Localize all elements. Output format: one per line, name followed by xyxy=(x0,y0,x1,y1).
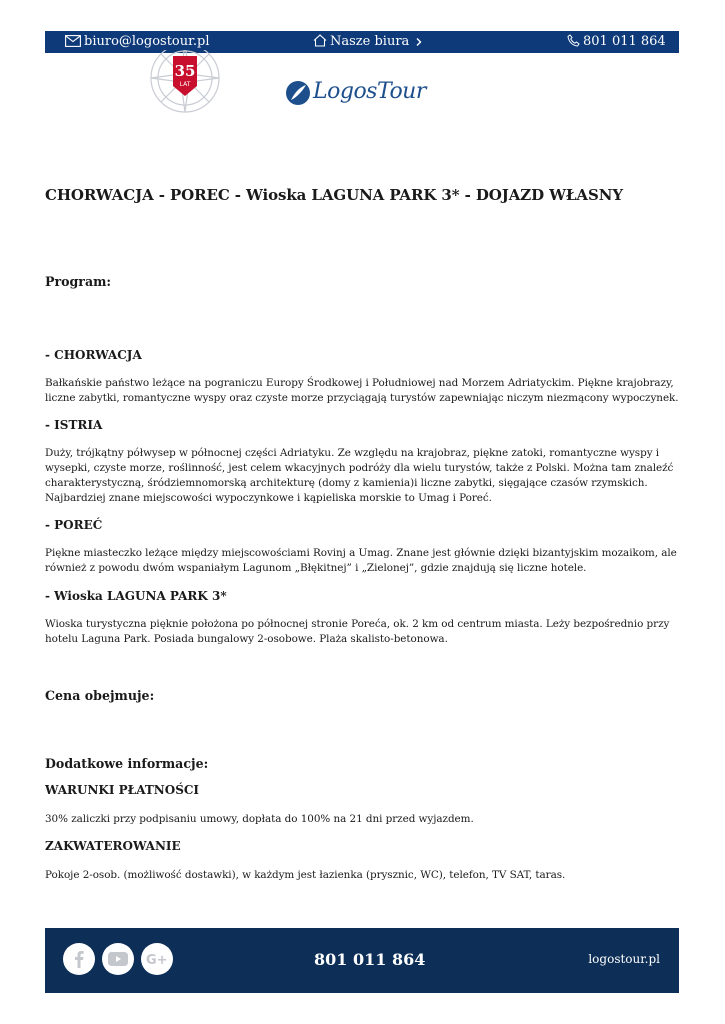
offices-link[interactable] xyxy=(313,34,426,49)
logo[interactable] xyxy=(285,76,426,116)
program-heading: Program: xyxy=(45,274,112,289)
payment-terms-heading: WARUNKI PŁATNOŚCI xyxy=(45,783,200,797)
section-heading-laguna-park: - Wioska LAGUNA PARK 3* xyxy=(45,589,227,603)
accommodation-text: Pokoje 2-osob. (możliwość dostawki), w każdym jest łazienka (prysznic, WC), telefon, TV SAT, taras. xyxy=(45,869,566,881)
section-heading-istria: - ISTRIA xyxy=(45,418,103,432)
phone-link[interactable] xyxy=(567,34,666,49)
footer xyxy=(45,928,679,993)
home-icon xyxy=(313,34,327,47)
section-heading-porec: - POREĆ xyxy=(45,518,103,532)
top-contact-bar xyxy=(45,31,679,53)
page-title: CHORWACJA - POREC - Wioska LAGUNA PARK 3* - DOJAZD WŁASNY xyxy=(45,186,623,204)
accommodation-heading: ZAKWATEROWANIE xyxy=(45,839,181,853)
phone-icon xyxy=(567,34,580,47)
badge-text: LAT xyxy=(179,81,191,88)
facebook-button[interactable] xyxy=(63,943,95,975)
svg-text:G+: G+ xyxy=(146,953,168,966)
payment-terms-text: 30% zaliczki przy podpisaniu umowy, dopłata do 100% na 21 dni przed wyjazdem. xyxy=(45,813,474,825)
price-heading: Cena obejmuje: xyxy=(45,688,155,703)
youtube-icon xyxy=(108,952,128,966)
section-heading-chorwacja: - CHORWACJA xyxy=(45,348,142,362)
badge-number: 35 xyxy=(174,62,196,80)
footer-phone[interactable]: 801 011 864 xyxy=(314,950,426,969)
anniversary-badge xyxy=(145,50,225,116)
google-plus-button[interactable] xyxy=(141,943,173,975)
section-text-chorwacja: Bałkańskie państwo leżące na pograniczu Europy Środkowej i Południowej nad Morzem Adriatyckim. Piękne krajobrazy, liczne zabytki, romantyczne wyspy oraz czyste morze przyciągają turystów zapewniając niczym niezmącony wypoczynek. xyxy=(45,377,679,404)
envelope-icon xyxy=(65,35,81,47)
offices-text: Nasze biura xyxy=(330,34,410,49)
section-text-porec: Piękne miasteczko leżące między miejscowościami Rovinj a Umag. Znane jest głównie dzięki bizantyjskim mozaikom, ale również z powodu dwóm wspaniałym Lagunom „Błękitnej” i „Zielonej”, gdzie znajdują się liczne hotele. xyxy=(45,547,677,574)
section-text-laguna-park: Wioska turystyczna pięknie położona po północnej stronie Porećа, ok. 2 km od centrum miasta. Leży bezpośrednio przy hotelu Laguna Park. Posiada bungalowy 2-osobowe. Plaża skalisto-betonowa. xyxy=(45,618,670,645)
google-plus-icon xyxy=(146,952,168,966)
email-text: biuro@logostour.pl xyxy=(84,34,210,49)
facebook-icon xyxy=(71,950,87,968)
section-text-istria: Duży, trójkątny półwysep w północnej części Adriatyku. Ze względu na krajobraz, piękne zatoki, romantyczne wyspy i wysepki, czyste morze, roślinność, jest celem wkacyjnych podróży dla wielu turystów, także z Polski. Można tam znaleźć charakterystyczną, śródziemnomorską architekturę (domy z kamienia)i liczne zabytki, sięgające czasów rzymskich. Najbardziej znane miejscowości wypoczynkowe i kąpieliska morskie to Umag i Poreć. xyxy=(45,447,674,504)
chevron-right-icon xyxy=(415,37,423,47)
quill-logo-icon xyxy=(285,80,311,106)
additional-info-heading: Dodatkowe informacje: xyxy=(45,756,209,771)
brand-name: LogosTour xyxy=(313,79,426,104)
phone-text: 801 011 864 xyxy=(583,34,666,49)
footer-website-link[interactable]: logostour.pl xyxy=(588,952,660,966)
email-link[interactable] xyxy=(65,34,210,49)
youtube-button[interactable] xyxy=(102,943,134,975)
